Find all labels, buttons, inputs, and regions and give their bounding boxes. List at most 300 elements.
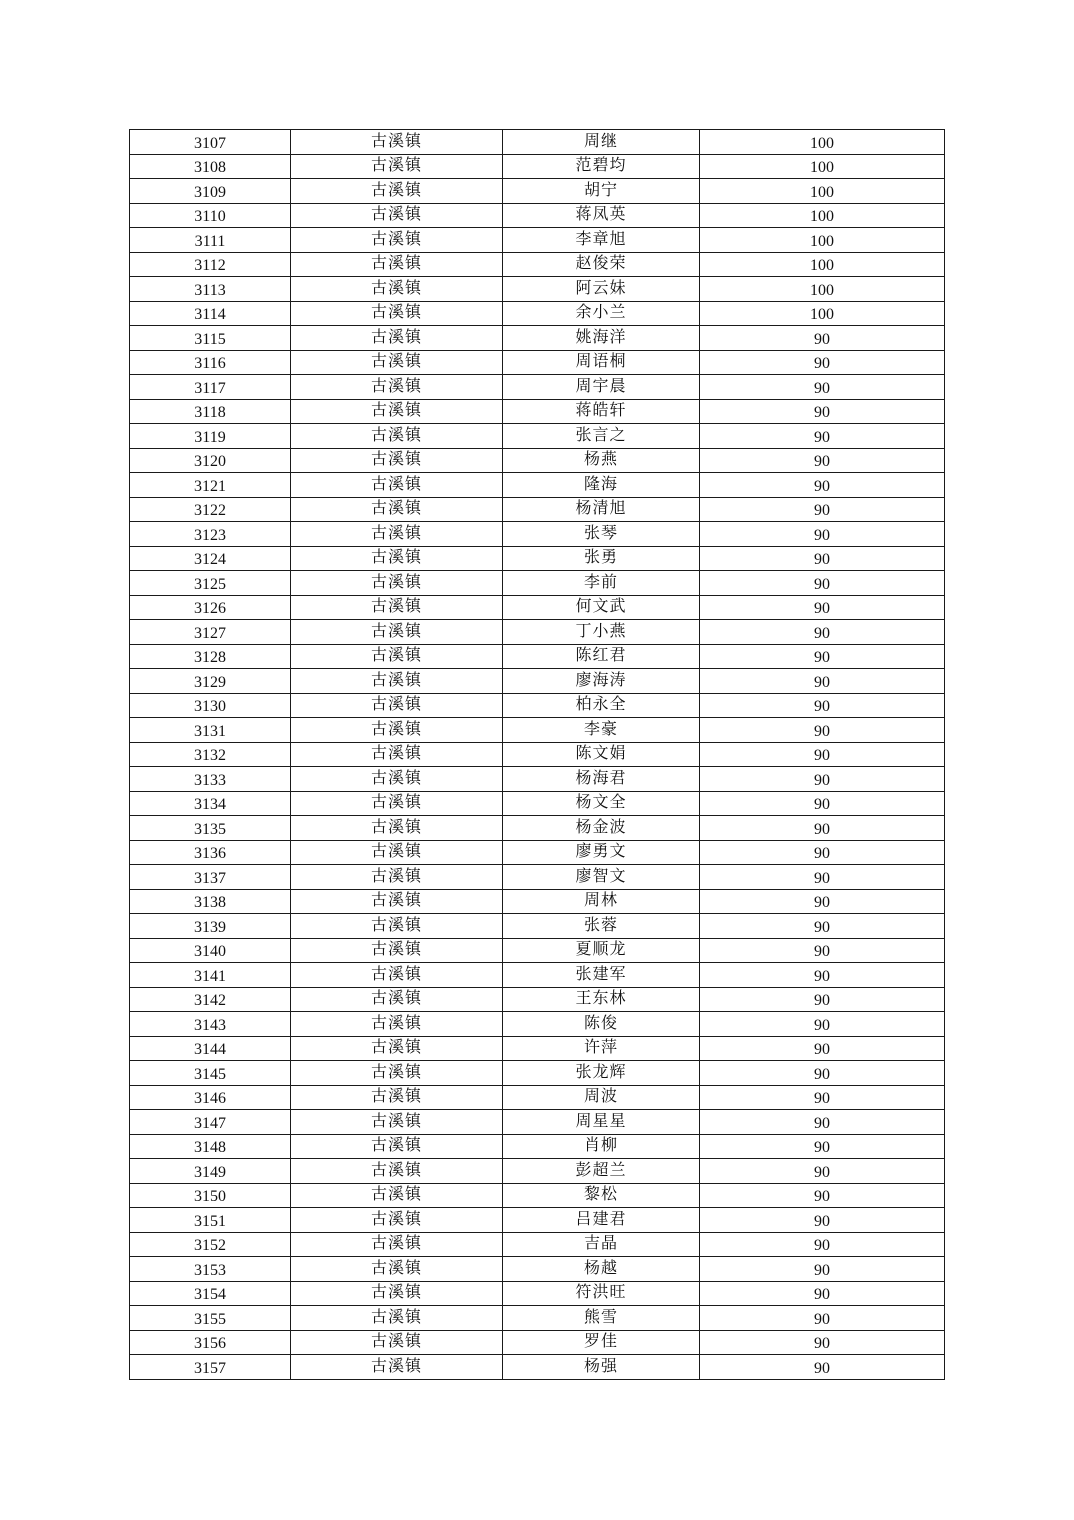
cell-number-text: 3123 xyxy=(194,526,226,544)
table-row xyxy=(130,1281,945,1306)
cell-score-text: 90 xyxy=(814,355,830,373)
cell-score-text: 90 xyxy=(814,918,830,936)
cell-number xyxy=(130,1085,291,1110)
cell-number xyxy=(130,963,291,988)
cell-person-name xyxy=(503,1134,700,1159)
cell-town-text: 古溪镇 xyxy=(370,353,422,371)
cell-town-text: 古溪镇 xyxy=(370,451,422,469)
cell-person-name-text: 姚海洋 xyxy=(575,328,627,346)
cell-number xyxy=(130,1012,291,1037)
cell-number-text: 3110 xyxy=(194,208,226,226)
table-row xyxy=(130,228,945,253)
table-row xyxy=(130,620,945,645)
cell-person-name-text: 廖海涛 xyxy=(575,671,627,689)
cell-person-name-text: 杨燕 xyxy=(583,451,618,469)
cell-score xyxy=(700,791,945,816)
cell-town-text: 古溪镇 xyxy=(370,1039,422,1057)
table-row xyxy=(130,1257,945,1282)
table-row xyxy=(130,1159,945,1184)
cell-town-text: 古溪镇 xyxy=(370,1235,422,1253)
cell-number-text: 3128 xyxy=(194,649,226,667)
cell-score-text: 90 xyxy=(814,428,830,446)
cell-score-text: 90 xyxy=(814,404,830,422)
cell-person-name-text: 陈文娟 xyxy=(575,745,627,763)
cell-number xyxy=(130,1306,291,1331)
cell-town-text: 古溪镇 xyxy=(370,769,422,787)
cell-person-name-text: 廖勇文 xyxy=(575,843,627,861)
cell-town xyxy=(291,718,503,743)
cell-person-name-text: 周波 xyxy=(583,1088,618,1106)
cell-person-name-text: 何文武 xyxy=(575,598,627,616)
cell-score xyxy=(700,987,945,1012)
cell-score-text: 90 xyxy=(814,845,830,863)
cell-town-text: 古溪镇 xyxy=(370,720,422,738)
cell-person-name-text: 符洪旺 xyxy=(575,1284,627,1302)
cell-number-text: 3155 xyxy=(194,1310,226,1328)
cell-person-name xyxy=(503,301,700,326)
table-row xyxy=(130,669,945,694)
cell-person-name-text: 赵俊荣 xyxy=(575,255,627,273)
cell-number xyxy=(130,889,291,914)
cell-person-name xyxy=(503,914,700,939)
cell-score-text: 90 xyxy=(814,967,830,985)
cell-score-text: 90 xyxy=(814,600,830,618)
table-row xyxy=(130,252,945,277)
cell-score xyxy=(700,1232,945,1257)
cell-town-text: 古溪镇 xyxy=(370,990,422,1008)
cell-person-name-text: 王东林 xyxy=(575,990,627,1008)
cell-number-text: 3119 xyxy=(194,428,226,446)
cell-score-text: 90 xyxy=(814,698,830,716)
cell-person-name-text: 范碧均 xyxy=(575,157,627,175)
data-table xyxy=(129,129,945,1380)
cell-number xyxy=(130,252,291,277)
cell-score-text: 90 xyxy=(814,1139,830,1157)
cell-score-text: 100 xyxy=(810,183,834,201)
cell-score xyxy=(700,1306,945,1331)
cell-person-name xyxy=(503,252,700,277)
cell-score xyxy=(700,865,945,890)
cell-town xyxy=(291,1036,503,1061)
cell-town-text: 古溪镇 xyxy=(370,549,422,567)
cell-score xyxy=(700,1036,945,1061)
cell-person-name xyxy=(503,375,700,400)
cell-score xyxy=(700,1159,945,1184)
cell-score xyxy=(700,130,945,155)
cell-town xyxy=(291,1232,503,1257)
table-row xyxy=(130,914,945,939)
cell-town-text: 古溪镇 xyxy=(370,475,422,493)
cell-score-text: 100 xyxy=(810,257,834,275)
cell-town-text: 古溪镇 xyxy=(370,524,422,542)
table-row xyxy=(130,1036,945,1061)
cell-person-name-text: 吕建君 xyxy=(575,1210,627,1228)
cell-person-name xyxy=(503,620,700,645)
cell-number-text: 3143 xyxy=(194,1016,226,1034)
cell-town xyxy=(291,301,503,326)
cell-town xyxy=(291,840,503,865)
cell-town xyxy=(291,546,503,571)
cell-score-text: 90 xyxy=(814,943,830,961)
cell-person-name-text: 阿云妹 xyxy=(575,279,627,297)
cell-person-name xyxy=(503,595,700,620)
cell-town-text: 古溪镇 xyxy=(370,328,422,346)
cell-person-name-text: 蒋皓轩 xyxy=(575,402,627,420)
cell-town-text: 古溪镇 xyxy=(370,843,422,861)
cell-score-text: 90 xyxy=(814,820,830,838)
cell-person-name-text: 廖智文 xyxy=(575,867,627,885)
cell-number-text: 3125 xyxy=(194,575,226,593)
cell-town-text: 古溪镇 xyxy=(370,1137,422,1155)
cell-town xyxy=(291,1281,503,1306)
cell-number xyxy=(130,938,291,963)
cell-person-name-text: 杨海君 xyxy=(575,769,627,787)
cell-town xyxy=(291,497,503,522)
cell-score-text: 90 xyxy=(814,1237,830,1255)
cell-score-text: 90 xyxy=(814,869,830,887)
cell-score-text: 90 xyxy=(814,526,830,544)
cell-score xyxy=(700,644,945,669)
cell-person-name-text: 周语桐 xyxy=(575,353,627,371)
cell-town xyxy=(291,1085,503,1110)
cell-score-text: 90 xyxy=(814,1212,830,1230)
cell-number xyxy=(130,179,291,204)
cell-number xyxy=(130,301,291,326)
cell-score-text: 90 xyxy=(814,477,830,495)
cell-town-text: 古溪镇 xyxy=(370,426,422,444)
cell-town xyxy=(291,1110,503,1135)
cell-number-text: 3135 xyxy=(194,820,226,838)
cell-person-name xyxy=(503,326,700,351)
cell-score-text: 90 xyxy=(814,453,830,471)
cell-score xyxy=(700,375,945,400)
cell-town xyxy=(291,865,503,890)
table-row xyxy=(130,718,945,743)
cell-score xyxy=(700,179,945,204)
cell-number xyxy=(130,816,291,841)
cell-number-text: 3140 xyxy=(194,943,226,961)
cell-person-name xyxy=(503,1208,700,1233)
cell-number xyxy=(130,1110,291,1135)
cell-score-text: 90 xyxy=(814,894,830,912)
cell-person-name xyxy=(503,938,700,963)
cell-number-text: 3139 xyxy=(194,918,226,936)
cell-score-text: 90 xyxy=(814,379,830,397)
cell-score xyxy=(700,1208,945,1233)
cell-score-text: 90 xyxy=(814,1114,830,1132)
cell-person-name xyxy=(503,1085,700,1110)
cell-person-name xyxy=(503,1330,700,1355)
cell-number-text: 3151 xyxy=(194,1212,226,1230)
table-row xyxy=(130,791,945,816)
cell-person-name-text: 陈俊 xyxy=(583,1014,618,1032)
cell-person-name-text: 黎松 xyxy=(583,1186,618,1204)
cell-town xyxy=(291,1061,503,1086)
cell-person-name xyxy=(503,1061,700,1086)
table-row xyxy=(130,326,945,351)
cell-town xyxy=(291,644,503,669)
table-row xyxy=(130,1183,945,1208)
cell-person-name xyxy=(503,130,700,155)
cell-person-name-text: 张蓉 xyxy=(583,916,618,934)
cell-town-text: 古溪镇 xyxy=(370,671,422,689)
cell-score-text: 90 xyxy=(814,624,830,642)
cell-number-text: 3122 xyxy=(194,502,226,520)
cell-number-text: 3137 xyxy=(194,869,226,887)
cell-person-name xyxy=(503,448,700,473)
table-row xyxy=(130,1061,945,1086)
table-row xyxy=(130,816,945,841)
cell-town xyxy=(291,669,503,694)
cell-number-text: 3127 xyxy=(194,624,226,642)
cell-number xyxy=(130,1330,291,1355)
cell-number xyxy=(130,1281,291,1306)
cell-number xyxy=(130,987,291,1012)
cell-person-name-text: 周继 xyxy=(583,132,618,150)
cell-number xyxy=(130,1183,291,1208)
cell-person-name-text: 杨金波 xyxy=(575,818,627,836)
cell-person-name-text: 杨强 xyxy=(583,1357,618,1375)
table-row xyxy=(130,1134,945,1159)
cell-number xyxy=(130,1232,291,1257)
cell-score xyxy=(700,448,945,473)
cell-town xyxy=(291,816,503,841)
cell-number-text: 3145 xyxy=(194,1065,226,1083)
cell-score xyxy=(700,914,945,939)
table-row xyxy=(130,987,945,1012)
cell-score xyxy=(700,326,945,351)
cell-town-text: 古溪镇 xyxy=(370,1161,422,1179)
cell-score-text: 90 xyxy=(814,1359,830,1377)
cell-town xyxy=(291,252,503,277)
cell-town xyxy=(291,742,503,767)
cell-town xyxy=(291,350,503,375)
table-row xyxy=(130,522,945,547)
table-row xyxy=(130,424,945,449)
cell-town-text: 古溪镇 xyxy=(370,573,422,591)
cell-number-text: 3136 xyxy=(194,845,226,863)
cell-person-name-text: 彭超兰 xyxy=(575,1161,627,1179)
cell-number xyxy=(130,644,291,669)
cell-score xyxy=(700,350,945,375)
cell-town-text: 古溪镇 xyxy=(370,1186,422,1204)
cell-town xyxy=(291,1159,503,1184)
cell-number xyxy=(130,228,291,253)
cell-person-name xyxy=(503,644,700,669)
cell-town xyxy=(291,424,503,449)
cell-number-text: 3138 xyxy=(194,894,226,912)
cell-person-name xyxy=(503,865,700,890)
cell-person-name xyxy=(503,718,700,743)
cell-score-text: 90 xyxy=(814,649,830,667)
cell-person-name-text: 罗佳 xyxy=(583,1333,618,1351)
cell-person-name xyxy=(503,399,700,424)
table-row xyxy=(130,889,945,914)
cell-score xyxy=(700,889,945,914)
cell-number-text: 3147 xyxy=(194,1114,226,1132)
cell-number-text: 3109 xyxy=(194,183,226,201)
cell-number xyxy=(130,399,291,424)
cell-number-text: 3142 xyxy=(194,992,226,1010)
cell-person-name xyxy=(503,1183,700,1208)
cell-person-name xyxy=(503,203,700,228)
cell-person-name xyxy=(503,1110,700,1135)
cell-person-name xyxy=(503,1232,700,1257)
cell-town xyxy=(291,473,503,498)
cell-person-name xyxy=(503,767,700,792)
cell-person-name-text: 蒋凤英 xyxy=(575,206,627,224)
cell-person-name xyxy=(503,1281,700,1306)
table-row xyxy=(130,865,945,890)
cell-town-text: 古溪镇 xyxy=(370,1112,422,1130)
cell-town xyxy=(291,1330,503,1355)
table-row xyxy=(130,1012,945,1037)
cell-score xyxy=(700,473,945,498)
cell-town-text: 古溪镇 xyxy=(370,696,422,714)
cell-score xyxy=(700,399,945,424)
cell-number xyxy=(130,497,291,522)
cell-person-name xyxy=(503,1159,700,1184)
cell-score-text: 90 xyxy=(814,1065,830,1083)
cell-number-text: 3148 xyxy=(194,1139,226,1157)
cell-town xyxy=(291,571,503,596)
cell-person-name xyxy=(503,179,700,204)
cell-number xyxy=(130,865,291,890)
cell-number-text: 3131 xyxy=(194,722,226,740)
table-row xyxy=(130,1208,945,1233)
cell-town xyxy=(291,595,503,620)
cell-town xyxy=(291,791,503,816)
cell-number-text: 3112 xyxy=(194,257,226,275)
cell-number xyxy=(130,767,291,792)
cell-score-text: 100 xyxy=(810,232,834,250)
cell-town xyxy=(291,1134,503,1159)
cell-town xyxy=(291,889,503,914)
cell-number xyxy=(130,571,291,596)
cell-score xyxy=(700,1355,945,1380)
cell-number-text: 3130 xyxy=(194,698,226,716)
cell-town-text: 古溪镇 xyxy=(370,377,422,395)
cell-town-text: 古溪镇 xyxy=(370,304,422,322)
cell-number xyxy=(130,914,291,939)
cell-town xyxy=(291,448,503,473)
cell-number xyxy=(130,203,291,228)
cell-person-name-text: 张龙辉 xyxy=(575,1063,627,1081)
cell-number xyxy=(130,1036,291,1061)
cell-town xyxy=(291,693,503,718)
cell-town xyxy=(291,767,503,792)
cell-score xyxy=(700,963,945,988)
cell-number xyxy=(130,1159,291,1184)
cell-number xyxy=(130,448,291,473)
cell-score-text: 90 xyxy=(814,330,830,348)
cell-score xyxy=(700,693,945,718)
cell-person-name xyxy=(503,987,700,1012)
cell-number xyxy=(130,840,291,865)
cell-town xyxy=(291,326,503,351)
cell-town xyxy=(291,620,503,645)
cell-score-text: 90 xyxy=(814,1310,830,1328)
cell-score-text: 90 xyxy=(814,502,830,520)
table-row xyxy=(130,693,945,718)
cell-number xyxy=(130,424,291,449)
cell-person-name xyxy=(503,840,700,865)
cell-town-text: 古溪镇 xyxy=(370,818,422,836)
cell-town-text: 古溪镇 xyxy=(370,622,422,640)
cell-town xyxy=(291,277,503,302)
cell-score-text: 100 xyxy=(810,134,834,152)
cell-number xyxy=(130,1061,291,1086)
cell-person-name-text: 张勇 xyxy=(583,549,618,567)
cell-person-name-text: 丁小燕 xyxy=(575,622,627,640)
table-row xyxy=(130,1330,945,1355)
cell-number xyxy=(130,522,291,547)
cell-score xyxy=(700,1085,945,1110)
cell-score-text: 90 xyxy=(814,1335,830,1353)
cell-town-text: 古溪镇 xyxy=(370,157,422,175)
table-row xyxy=(130,546,945,571)
cell-number xyxy=(130,669,291,694)
cell-person-name xyxy=(503,522,700,547)
cell-town xyxy=(291,179,503,204)
cell-score-text: 90 xyxy=(814,747,830,765)
cell-score-text: 90 xyxy=(814,796,830,814)
cell-person-name-text: 张言之 xyxy=(575,426,627,444)
cell-person-name xyxy=(503,154,700,179)
cell-person-name-text: 陈红君 xyxy=(575,647,627,665)
cell-number-text: 3132 xyxy=(194,747,226,765)
table-row xyxy=(130,1232,945,1257)
cell-number-text: 3107 xyxy=(194,134,226,152)
cell-town-text: 古溪镇 xyxy=(370,1210,422,1228)
table-row xyxy=(130,767,945,792)
cell-person-name xyxy=(503,889,700,914)
cell-person-name-text: 熊雪 xyxy=(583,1308,618,1326)
cell-number-text: 3146 xyxy=(194,1090,226,1108)
table-row xyxy=(130,497,945,522)
cell-town-text: 古溪镇 xyxy=(370,1259,422,1277)
cell-score-text: 90 xyxy=(814,1188,830,1206)
table-row xyxy=(130,840,945,865)
table-row xyxy=(130,130,945,155)
cell-number xyxy=(130,277,291,302)
cell-score xyxy=(700,938,945,963)
cell-number-text: 3157 xyxy=(194,1359,226,1377)
cell-score xyxy=(700,301,945,326)
cell-score xyxy=(700,1134,945,1159)
cell-score xyxy=(700,1330,945,1355)
cell-score-text: 90 xyxy=(814,673,830,691)
cell-person-name xyxy=(503,669,700,694)
cell-score xyxy=(700,1110,945,1135)
cell-number-text: 3144 xyxy=(194,1041,226,1059)
cell-number-text: 3126 xyxy=(194,600,226,618)
table-row xyxy=(130,938,945,963)
cell-person-name-text: 周宇晨 xyxy=(575,377,627,395)
cell-town xyxy=(291,1012,503,1037)
cell-score-text: 90 xyxy=(814,1261,830,1279)
cell-person-name xyxy=(503,1257,700,1282)
table-row xyxy=(130,473,945,498)
cell-score xyxy=(700,424,945,449)
cell-town xyxy=(291,1183,503,1208)
cell-town-text: 古溪镇 xyxy=(370,916,422,934)
cell-town xyxy=(291,203,503,228)
cell-town xyxy=(291,963,503,988)
cell-town-text: 古溪镇 xyxy=(370,941,422,959)
cell-score xyxy=(700,497,945,522)
cell-person-name xyxy=(503,497,700,522)
